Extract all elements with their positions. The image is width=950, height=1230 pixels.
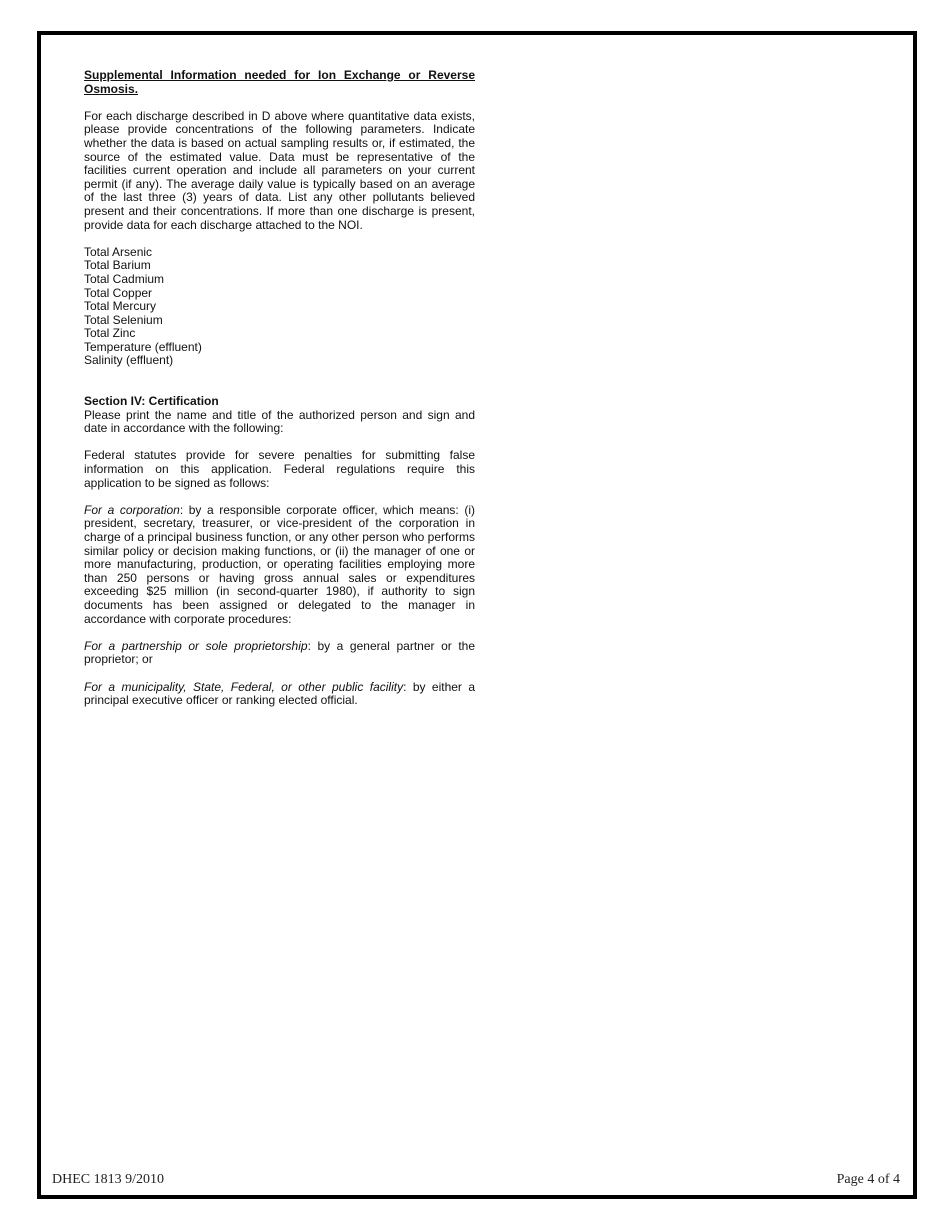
municipality-paragraph [84,681,475,708]
partnership-paragraph [84,640,475,667]
parameter-list [84,246,475,368]
list-item: Total Arsenic [84,244,153,259]
corporation-text: : by a responsible corporate officer, which means: (i) president, secretary, treasurer, or vice-president of the corporation in charge of a principal business function, or any other person who performs similar policy or decision making functions, or (ii) the manager of one or more manufacturing, production, or operating facilities employing more than 250 persons or having gross annual sales or expenditures exceeding $25 million (in second-quarter 1980), if authority to sign documents has been assigned or delegated to the manager in accordance with corporate procedures: [84,502,475,626]
list-item: Temperature (effluent) [84,339,202,354]
list-item: Total Zinc [84,326,136,341]
document-body [84,69,475,708]
page-number: Page 4 of 4 [836,1172,900,1187]
municipality-label: For a municipality, State, Federal, or other public facility [84,679,404,694]
list-item: Total Mercury [84,299,157,314]
form-id: DHEC 1813 9/2010 [52,1172,164,1187]
statutes-paragraph: Federal statutes provide for severe penalties for submitting false information on this application. Federal regulations require this application to be signed as follows: [84,448,475,490]
partnership-label: For a partnership or sole proprietorship [84,638,308,653]
list-item: Salinity (effluent) [84,353,174,368]
corporation-paragraph [84,504,475,626]
certification-title: Section IV: Certification [84,394,219,409]
list-item: Total Copper [84,285,153,300]
corporation-label: For a corporation [84,502,180,517]
certification-instruction: Please print the name and title of the authorized person and sign and date in accordance with the following: [84,407,475,436]
supplemental-heading: Supplemental Information needed for Ion Exchange or Reverse Osmosis. [84,68,475,96]
list-item: Total Selenium [84,312,163,327]
municipality-text: : by either a principal executive officer or ranking elected official. [84,679,475,708]
list-item: Total Cadmium [84,271,165,286]
partnership-text: : by a general partner or the proprietor; or [84,638,475,667]
supplemental-intro: For each discharge described in D above where quantitative data exists, please provide concentrations of the following parameters. Indicate whether the data is based on actual sampling results or, if estimated, the source of the estimated value. Data must be representative of the facilities current operation and include all parameters on your current permit (if any). The average daily value is typically based on an average of the last three (3) years of data. List any other pollutants believed present and their concentrations. If more than one discharge is present, provide data for each discharge attached to the NOI. [84,108,475,232]
list-item: Total Barium [84,258,151,273]
